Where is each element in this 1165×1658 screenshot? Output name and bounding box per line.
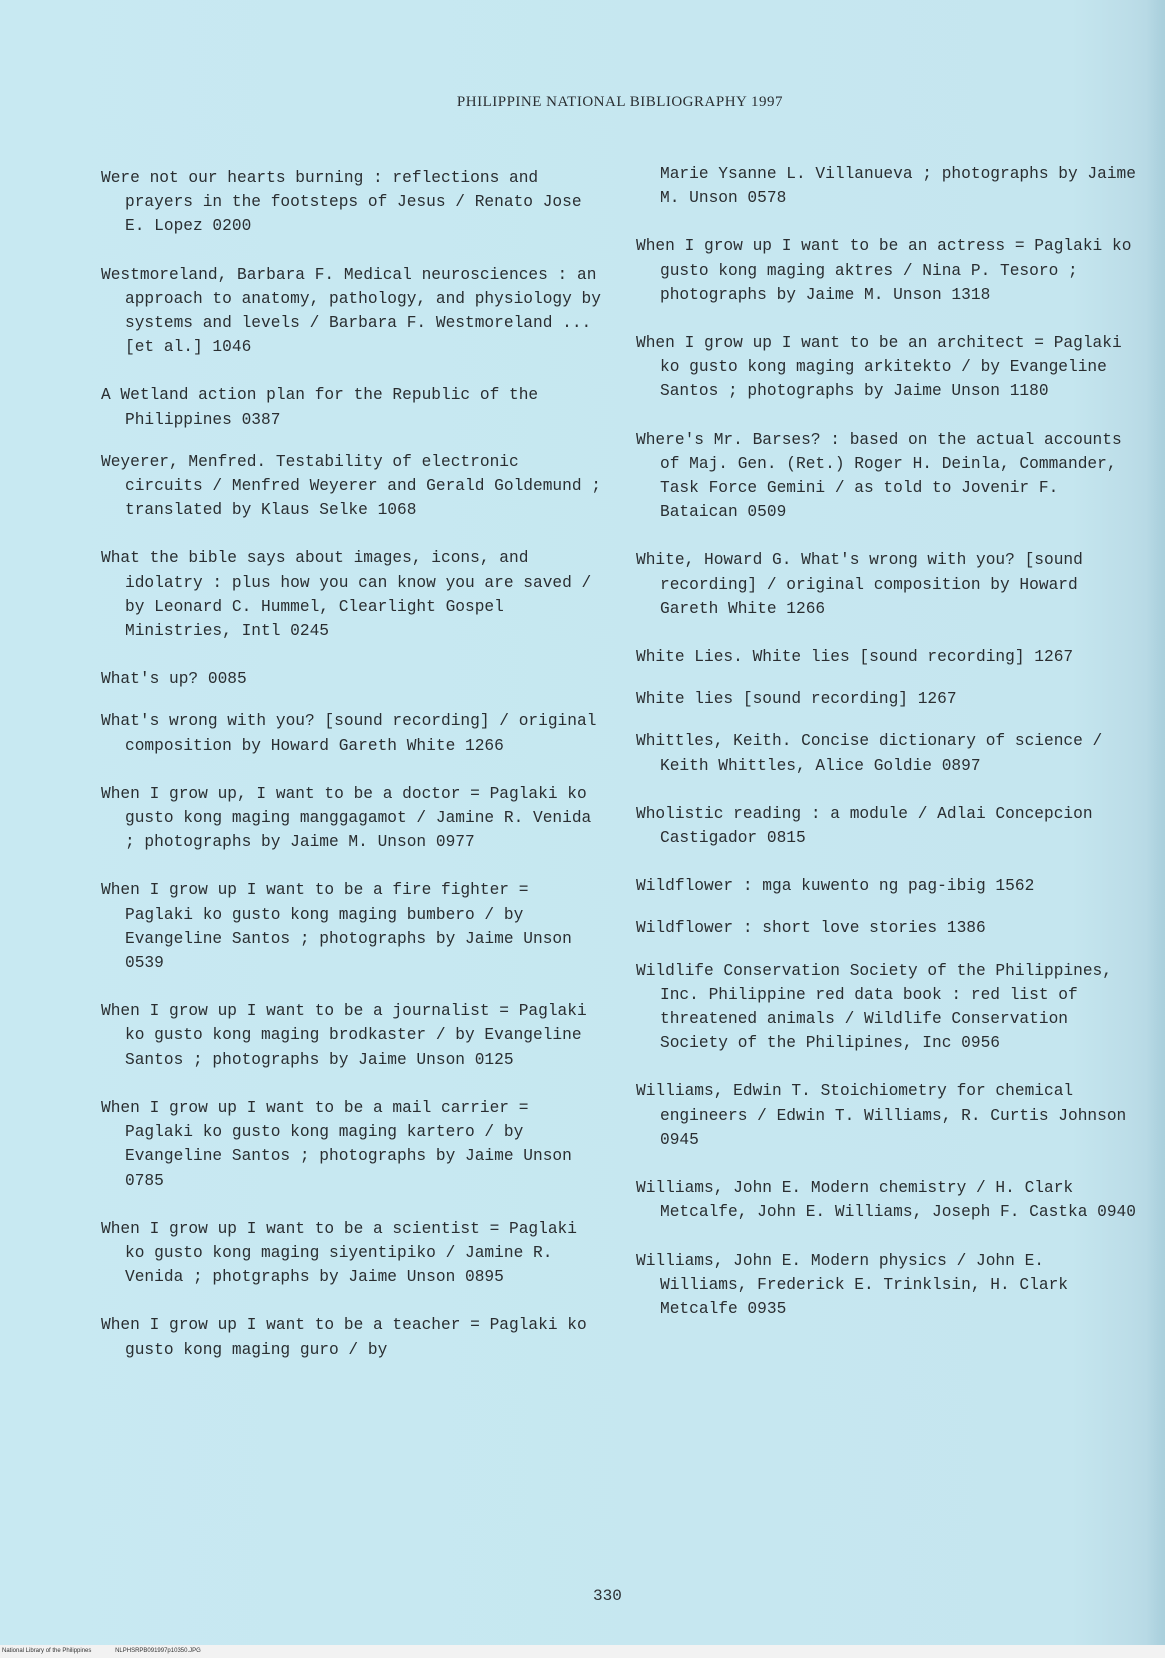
bib-entry: When I grow up I want to be a scientist = Paglaki ko gusto kong maging siyentipiko / Jamine R. Venida ; photgraphs by Jaime Unson 0895 bbox=[101, 1219, 577, 1287]
page-edge-shadow bbox=[1147, 0, 1165, 1658]
bib-entry: White Lies. White lies [sound recording] 1267 bbox=[636, 648, 1074, 667]
bib-entry: When I grow up I want to be a journalist = Paglaki ko gusto kong maging brodkaster / by Evangeline Santos ; photographs by Jaime Unson 0125 bbox=[101, 1002, 587, 1069]
bib-entry: Williams, John E. Modern physics / John E. Williams, Frederick E. Trinklsin, H. Clark Metcalfe 0935 bbox=[636, 1251, 1068, 1318]
bib-entry: Williams, Edwin T. Stoichiometry for chemical engineers / Edwin T. Williams, R. Curtis Johnson 0945 bbox=[636, 1082, 1127, 1149]
page-header: PHILIPPINE NATIONAL BIBLIOGRAPHY 1997 bbox=[456, 94, 784, 110]
bib-entry: When I grow up, I want to be a doctor = Paglaki ko gusto kong maging manggagamot / Jamine R. Venida ; photographs by Jaime M. Unson 0977 bbox=[101, 784, 592, 852]
bib-entry: White lies [sound recording] 1267 bbox=[636, 690, 957, 709]
bib-entry: Wholistic reading : a module / Adlai Concepcion Castigador 0815 bbox=[636, 804, 1093, 848]
page-number: 330 bbox=[593, 1587, 622, 1605]
bib-entry: When I grow up I want to be a mail carrier = Paglaki ko gusto kong maging kartero / by Evangeline Santos ; photographs by Jaime Unson 0785 bbox=[101, 1098, 572, 1190]
footer-library: National Library of the Philippines bbox=[2, 1648, 92, 1654]
bib-entry: Were not our hearts burning : reflections and prayers in the footsteps of Jesus / Renato Jose E. Lopez 0200 bbox=[101, 169, 582, 236]
bib-entry: Williams, John E. Modern chemistry / H. Clark Metcalfe, John E. Williams, Joseph F. Castka 0940 bbox=[636, 1179, 1136, 1222]
bib-entry: A Wetland action plan for the Republic of the Philippines 0387 bbox=[101, 386, 539, 429]
bib-entry: What's up? 0085 bbox=[101, 670, 247, 689]
bib-entry: When I grow up I want to be an architect = Paglaki ko gusto kong maging arkitekto / by Evangeline Santos ; photographs by Jaime Unson 1180 bbox=[636, 334, 1122, 401]
bib-entry: When I grow up I want to be a teacher = Paglaki ko gusto kong maging guro / by bbox=[101, 1316, 587, 1359]
left-column bbox=[101, 166, 601, 1386]
footer-filename: NLPHSRPB091997p10350.JPG bbox=[115, 1648, 201, 1654]
bib-entry: White, Howard G. What's wrong with you? [sound recording] / original composition by Howard Gareth White 1266 bbox=[636, 551, 1083, 618]
bib-entry: When I grow up I want to be a fire fighter = Paglaki ko gusto kong maging bumbero / by Evangeline Santos ; photographs by Jaime Unson 0539 bbox=[101, 881, 572, 973]
bib-entry: Wildflower : mga kuwento ng pag-ibig 1562 bbox=[636, 877, 1035, 896]
bib-entry: Weyerer, Menfred. Testability of electronic circuits / Menfred Weyerer and Gerald Goldemund ; translated by Klaus Selke 1068 bbox=[101, 452, 601, 520]
bib-entry-continuation: Marie Ysanne L. Villanueva ; photographs by Jaime M. Unson 0578 bbox=[660, 165, 1136, 208]
bib-entry: What's wrong with you? [sound recording] / original composition by Howard Gareth White 1266 bbox=[101, 712, 597, 755]
scan-footer bbox=[0, 1645, 1165, 1658]
bib-entry: What the bible says about images, icons, and idolatry : plus how you can know you are saved / by Leonard C. Hummel, Clearlight Gospel Ministries, Intl 0245 bbox=[101, 549, 592, 641]
bib-entry: When I grow up I want to be an actress = Paglaki ko gusto kong maging aktres / Nina P. Tesoro ; photographs by Jaime M. Unson 1318 bbox=[636, 237, 1132, 304]
bib-entry: Wildflower : short love stories 1386 bbox=[636, 919, 986, 938]
bib-entry: Westmoreland, Barbara F. Medical neurosciences : an approach to anatomy, pathology, and physiology by systems and levels / Barbara F. Westmoreland ... [et al.] 1046 bbox=[101, 265, 601, 357]
bib-entry: Whittles, Keith. Concise dictionary of science / Keith Whittles, Alice Goldie 0897 bbox=[636, 732, 1103, 775]
bib-entry: Where's Mr. Barses? : based on the actual accounts of Maj. Gen. (Ret.) Roger H. Deinla, Commander, Task Force Gemini / as told to Jovenir F. Bataican 0509 bbox=[636, 430, 1122, 522]
bib-entry: Wildlife Conservation Society of the Philippines, Inc. Philippine red data book : red list of threatened animals / Wildlife Conservation Society of the Philipines, Inc 0956 bbox=[636, 961, 1112, 1053]
right-column bbox=[636, 162, 1136, 1345]
